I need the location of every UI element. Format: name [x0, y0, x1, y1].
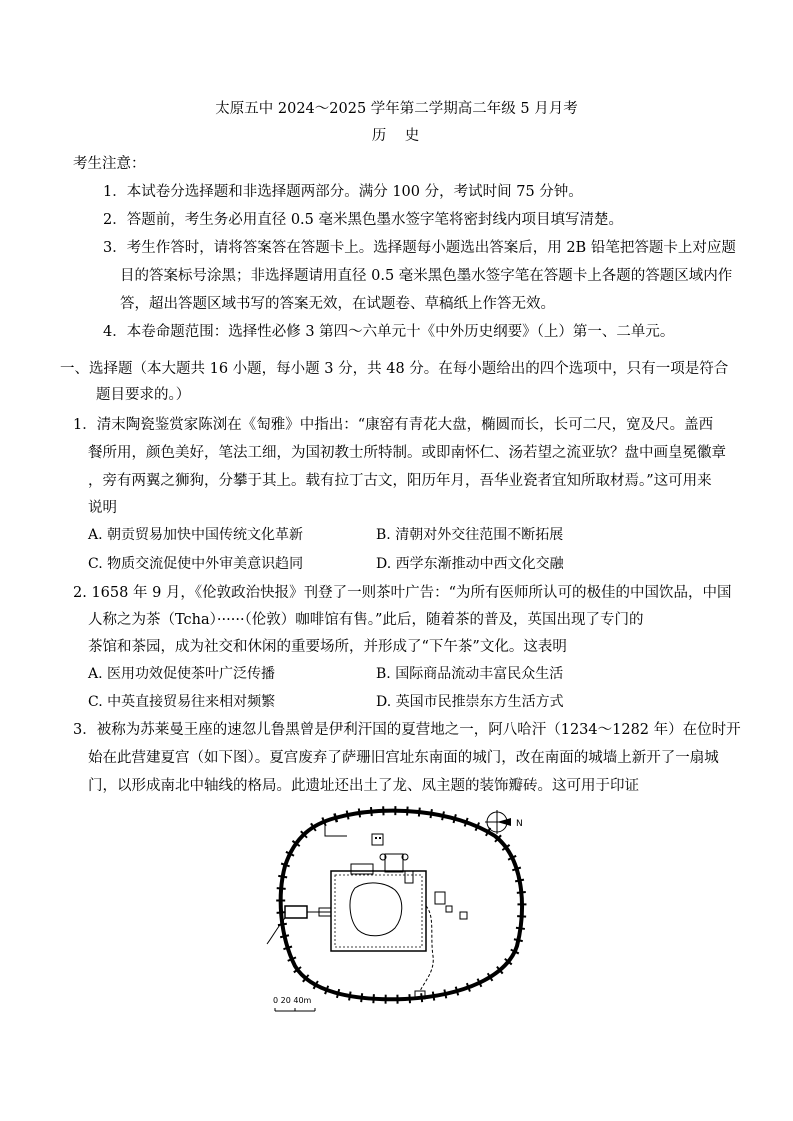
- question-2-option-b: B. 国际商品流动丰富民众生活: [376, 666, 564, 682]
- lake: [350, 883, 402, 936]
- notice-heading: 考生注意：: [73, 156, 146, 172]
- notice-item-cont: 答，超出答题区域书写的答案无效，在试题卷、草稿纸上作答无效。: [120, 296, 555, 312]
- notice-item: 1．本试卷分选择题和非选择题两部分。满分 100 分，考试时间 75 分钟。: [103, 184, 583, 200]
- question-2-option-a: A. 医用功效促使茶叶广泛传播: [88, 666, 276, 682]
- question-1-option-d: D. 西学东渐推动中西文化交融: [376, 556, 564, 572]
- question-3-text: 门，以形成南北中轴线的格局。此遗址还出土了龙、凤主题的装饰瓣砖。这可用于印证: [88, 778, 639, 794]
- question-2-option-d: D. 英国市民推崇东方生活方式: [376, 694, 564, 710]
- notice-item-cont: 目的答案标号涂黑；非选择题请用直径 0.5 毫米黑色墨水签字笔在答题卡上各题的答题区域内作: [120, 268, 733, 284]
- question-1-text: 1．清末陶瓷鉴赏家陈浏在《匋雅》中指出：“康窑有青花大盘，椭圆而长，长可二尺，宽及尺。盖西: [73, 417, 714, 433]
- section-heading-cont: 题目要求的。）: [96, 387, 191, 403]
- section-heading: 一、选择题（本大题共 16 小题，每小题 3 分，共 48 分。在每小题给出的四个选项中，只有一项是符合: [60, 361, 729, 377]
- question-1-option-a: A. 朝贡贸易加快中国传统文化革新: [88, 527, 304, 543]
- notice-item: 4．本卷命题范围：选择性必修 3 第四～六单元十《中外历史纲要》（上）第一、二单元。: [103, 324, 675, 340]
- north-arrow-icon: [485, 810, 523, 834]
- question-2-text: 2. 1658 年 9 月，《伦敦政治快报》刊登了一则茶叶广告：“为所有医师所认可的极佳的中国饮品，中国: [73, 585, 732, 601]
- scale-bar: [273, 996, 315, 1011]
- notice-item: 3．考生作答时，请将答案答在答题卡上。选择题每小题选出答案后，用 2B 铅笔把答题卡上对应题: [103, 240, 736, 256]
- question-1-option-c: C. 物质交流促使中外审美意识趋同: [88, 556, 304, 572]
- question-1-text: 说明: [88, 500, 117, 516]
- question-1-option-b: B. 清朝对外交往范围不断拓展: [376, 527, 564, 543]
- question-1-text: ，旁有两翼之狮狗，分攀于其上。载有拉丁古文，阳历年月，吾华业瓷者宜知所取材焉。”这可用来: [88, 473, 712, 489]
- scale-label: 0 20 40m: [273, 996, 312, 1005]
- question-3-text: 始在此营建夏宫（如下图）。夏宫废弃了萨珊旧宫址东南面的城门，改在南面的城墙上新开了一扇城: [88, 750, 719, 766]
- summer-palace-site-plan: [255, 796, 550, 1016]
- notice-item: 2．答题前，考生务必用直径 0.5 毫米黑色墨水签字笔将密封线内项目填写清楚。: [103, 212, 624, 228]
- question-3-text: 3．被称为苏莱曼王座的速忽儿鲁黑曾是伊利汗国的夏营地之一，阿八哈汗（1234～1282 年）在位时开: [73, 722, 741, 738]
- question-1-text: 餐所用，颜色美好，笔法工细，为国初教士所特制。或即南怀仁、汤若望之流亚欤？盘中画皇冕徽章: [88, 445, 726, 461]
- subject-title: 历 史: [371, 128, 422, 144]
- north-label: N: [516, 819, 523, 829]
- question-2-text: 人称之为茶（Tcha）······（伦敦）咖啡馆有售。”此后，随着茶的普及，英国出现了专门的: [88, 612, 644, 628]
- exam-title: 太原五中 2024～2025 学年第二学期高二年级 5 月月考: [215, 101, 578, 117]
- question-2-option-c: C. 中英直接贸易往来相对频繁: [88, 694, 276, 710]
- question-2-text: 茶馆和茶园，成为社交和休闲的重要场所，并形成了“下午茶”文化。这表明: [88, 639, 567, 655]
